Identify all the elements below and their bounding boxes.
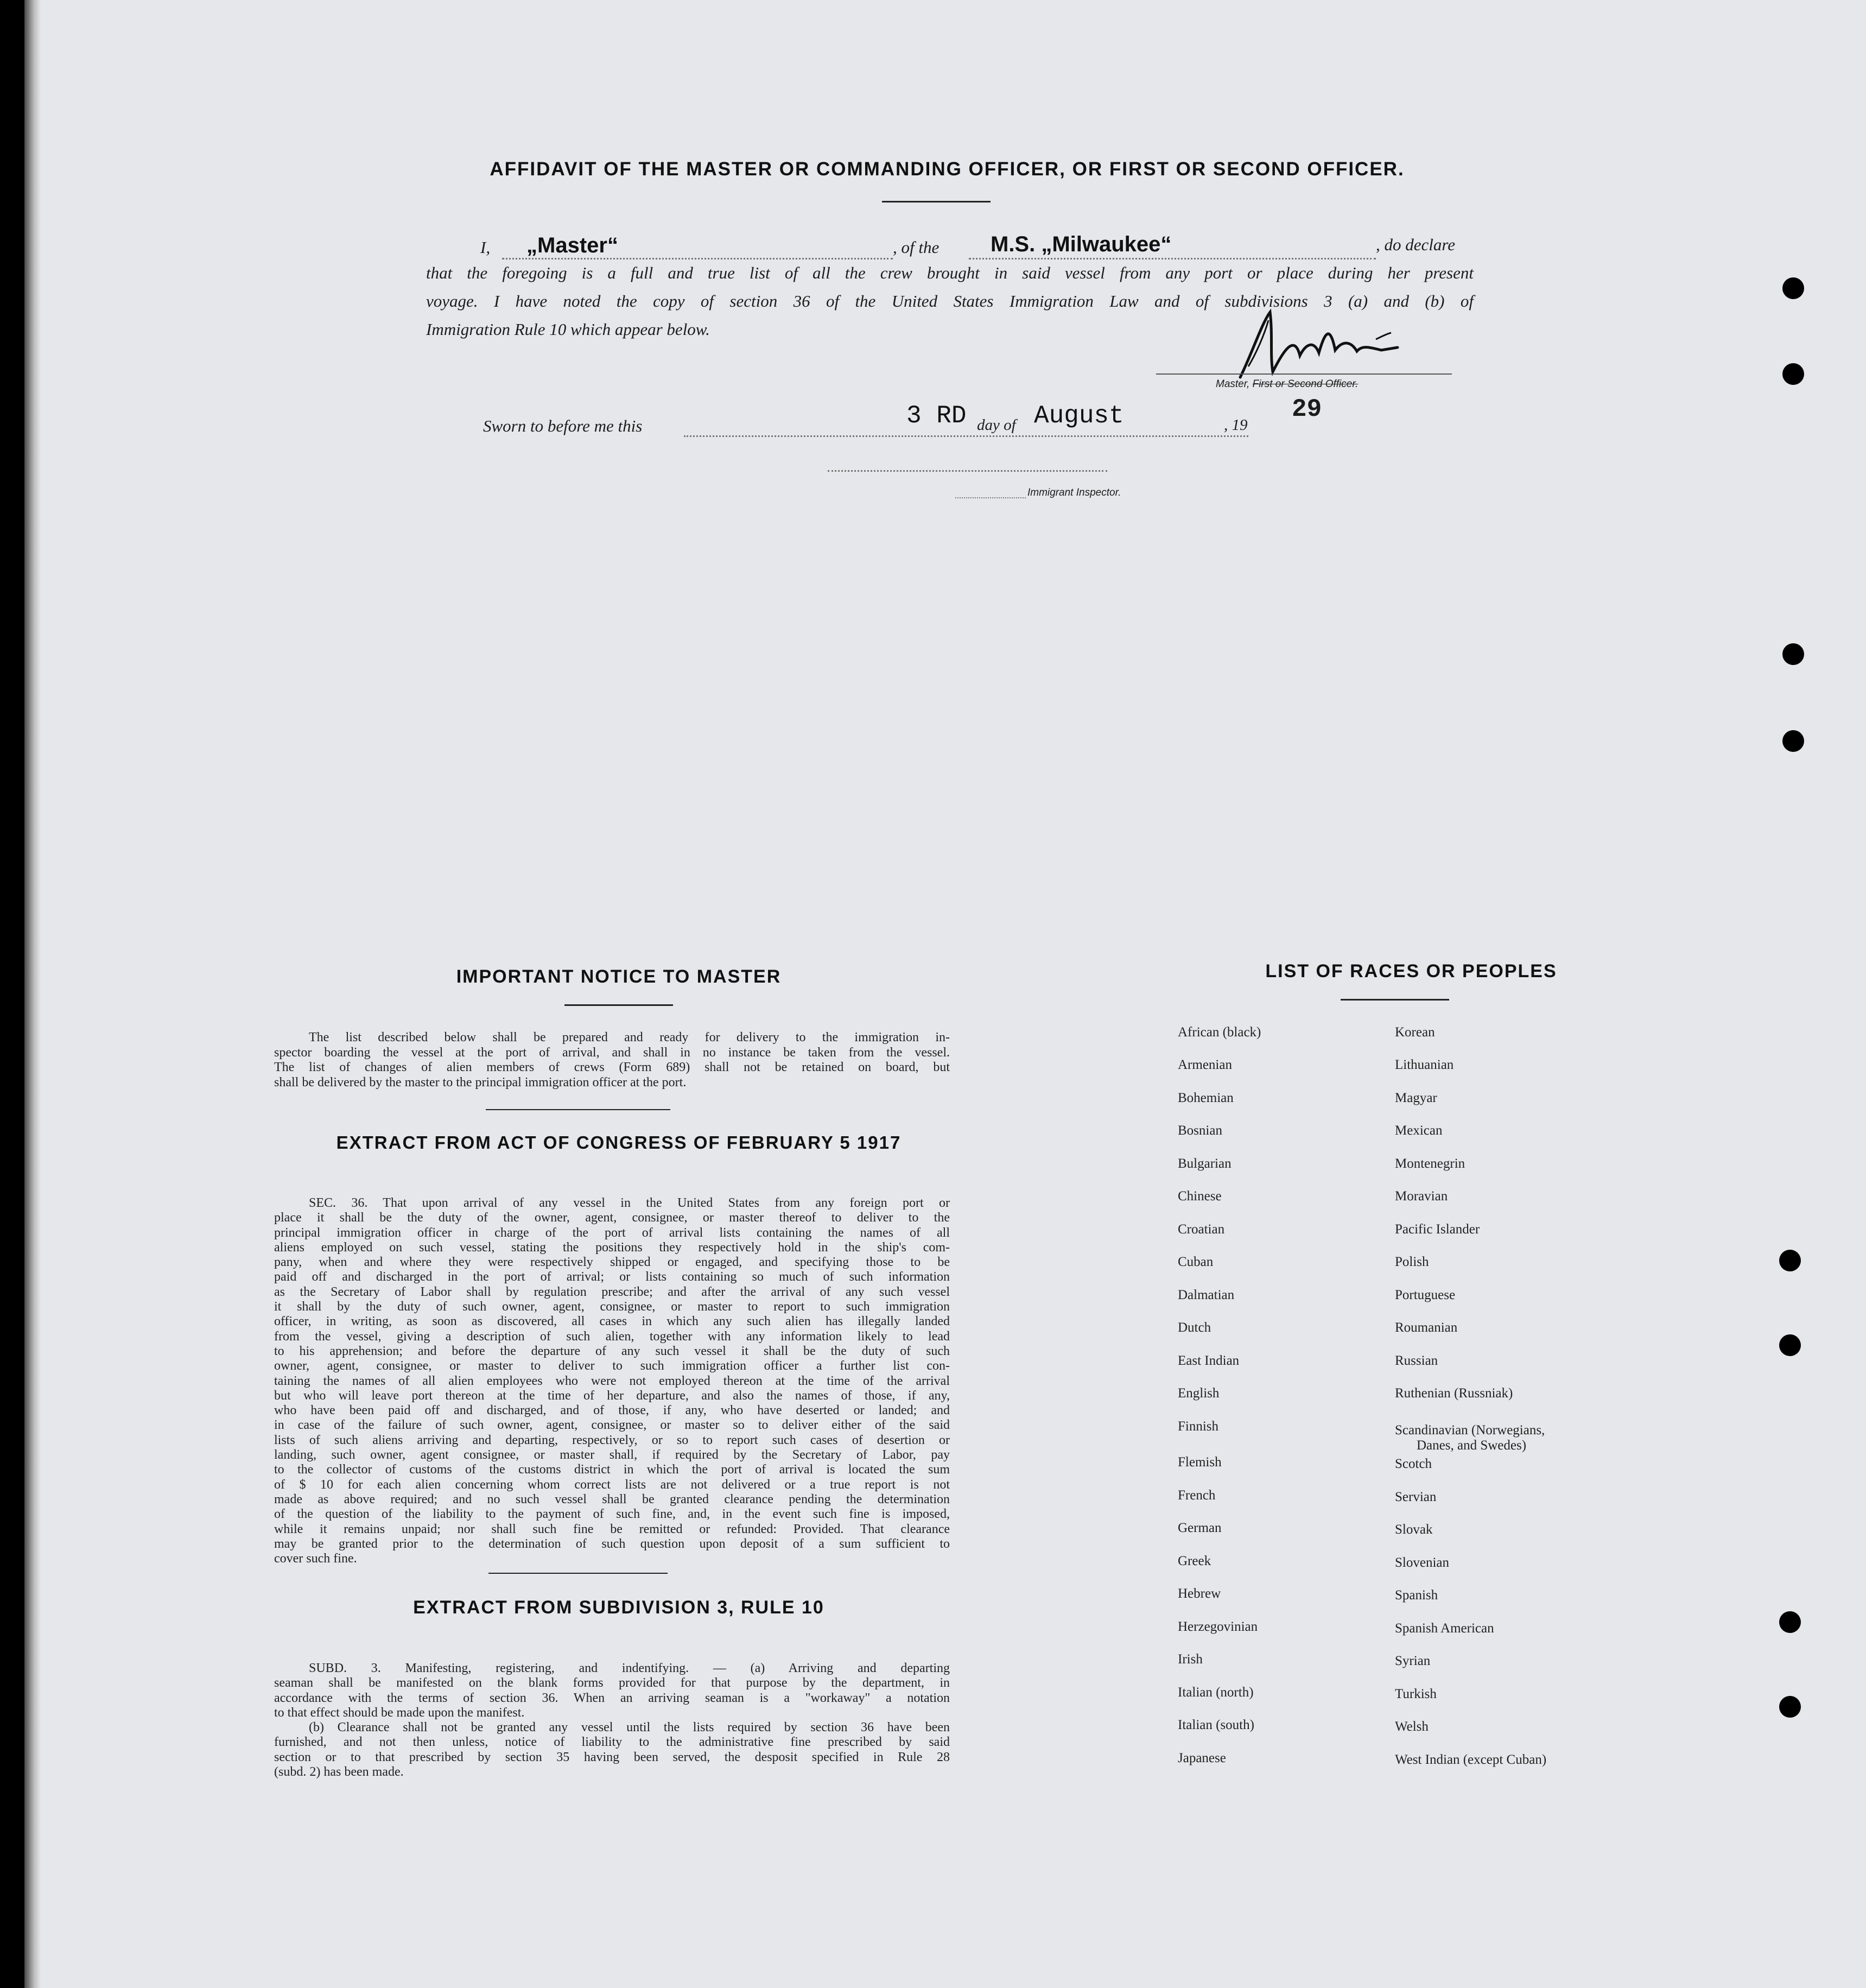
act-extract-text (274, 1196, 950, 1566)
text-line: landing, such owner, agent consignee, or master shall, if required by the Secretary of Labor, pay (274, 1448, 950, 1462)
section-divider (486, 1109, 670, 1110)
race-item: Polish (1395, 1255, 1429, 1269)
dotted-line (502, 258, 893, 259)
day-of-label: day of (977, 416, 1016, 434)
race-item: Syrian (1395, 1654, 1431, 1668)
dotted-line (955, 497, 1026, 498)
race-item: Slovenian (1395, 1555, 1449, 1570)
text-line: may be granted prior to the determination of such question upon deposit of a sum sufficient to (274, 1536, 950, 1551)
race-item: Danes, and Swedes) (1417, 1438, 1527, 1453)
text-line: taining the names of all alien employees who were not employed thereon at the time of the arrival (274, 1373, 950, 1388)
signature-line (1156, 373, 1452, 375)
race-item: Armenian (1178, 1058, 1232, 1072)
race-item: Dutch (1178, 1320, 1211, 1335)
affidavit-title: AFFIDAVIT OF THE MASTER OR COMMANDING OFFICER, OR FIRST OR SECOND OFFICER. (490, 159, 1405, 180)
affidavit-body: that the foregoing is a full and true list of all the crew brought in said vessel from any port or place during her present voyage. I have noted the copy of section 36 of the United States Immigration Law and of subdivisions 3 (a) and (b) of Immigration Rule 10 which appear below. (426, 263, 1474, 339)
race-item: African (black) (1178, 1025, 1261, 1040)
punch-hole (1782, 277, 1804, 299)
race-item: Turkish (1395, 1687, 1437, 1701)
race-item: Herzegovinian (1178, 1619, 1258, 1634)
affidavit-do-declare: , do declare (1376, 235, 1456, 254)
text-line: in case of the failure of such owner, agent, consignee, or master so to deliver either of the said (274, 1418, 950, 1433)
inspector-label: Immigrant Inspector. (1027, 487, 1121, 498)
race-item: German (1178, 1521, 1222, 1535)
race-item: Portuguese (1395, 1288, 1456, 1302)
text-line: made as above required; and no such vessel shall be granted clearance pending the determination (274, 1492, 950, 1506)
race-item: Lithuanian (1395, 1058, 1454, 1072)
race-item: Croatian (1178, 1222, 1225, 1237)
race-item: Pacific Islander (1395, 1222, 1480, 1237)
page-fold-shadow (24, 0, 41, 1988)
section-divider (488, 1573, 668, 1574)
text-line: of the question of the liability to the payment of such fine, and, in the event such fine is imposed, (274, 1507, 950, 1522)
rule-extract-text (274, 1661, 950, 1780)
text-line: The list described below shall be prepared and ready for delivery to the immigration in- (309, 1030, 950, 1044)
punch-hole (1779, 1696, 1801, 1718)
notice-title: IMPORTANT NOTICE TO MASTER (456, 966, 782, 987)
race-item: Japanese (1178, 1751, 1226, 1765)
race-item: Hebrew (1178, 1586, 1221, 1601)
text-line: accordance with the terms of section 36. When an arriving seaman is a "workaway" a notation (274, 1691, 950, 1705)
text-line: owner, agent, consignee, or master to deliver to such immigration officer a further list con- (274, 1359, 950, 1373)
text-line: furnished, and not then unless, notice of liability to the administrative fine prescribed by said (274, 1735, 950, 1750)
inspector-line (828, 470, 1107, 472)
signature-caption: Master, First or Second Officer. (1216, 378, 1359, 390)
race-item: Finnish (1178, 1419, 1219, 1434)
race-item: Bosnian (1178, 1123, 1222, 1138)
race-item: Bulgarian (1178, 1156, 1232, 1171)
punch-hole (1782, 363, 1804, 385)
text-line: spector boarding the vessel at the port of arrival, and shall in no instance be taken from the vessel. (274, 1045, 950, 1060)
race-item: Irish (1178, 1652, 1203, 1667)
text-line: but who will leave port thereon at the time of her departure, and also the names of those, if any, (274, 1388, 950, 1403)
text-line: to the collector of customs of the customs district in which the port of arrival is located the sum (274, 1462, 950, 1477)
race-item: Montenegrin (1395, 1156, 1465, 1171)
sworn-year-value: 29 (1292, 395, 1322, 423)
dotted-line (969, 258, 1376, 259)
text-line: cover such fine. (274, 1552, 357, 1566)
text-line: lists of such aliens arriving and departing, respectively, or so to report such cases of desertion or (274, 1433, 950, 1447)
notice-text (274, 1030, 950, 1090)
text-line: from the vessel, giving a description of such alien, together with any information likely to lead (274, 1329, 950, 1344)
text-line: officer, in writing, as soon as discovered, all cases in which any such alien has illegally landed (274, 1314, 950, 1329)
punch-hole (1779, 1250, 1801, 1271)
race-item: Italian (north) (1178, 1685, 1254, 1700)
race-item: Flemish (1178, 1455, 1222, 1470)
punch-hole (1782, 730, 1804, 752)
punch-hole (1779, 1334, 1801, 1356)
race-item: Chinese (1178, 1189, 1222, 1204)
sworn-text: Sworn to before me this (483, 416, 643, 435)
affidavit-of-the: , of the (893, 238, 940, 257)
text-line: seaman shall be manifested on the blank forms provided for that purpose by the department, in (274, 1676, 950, 1691)
year-prefix: , 19 (1224, 416, 1248, 434)
notice-underline (564, 1004, 673, 1006)
text-line: place it shall be the duty of the owner, agent, consignee, or master thereof to deliver to the (274, 1211, 950, 1225)
race-item: Servian (1395, 1490, 1437, 1504)
text-line: it shall by the duty of such owner, agent, consignee, or master to report to such immigration (274, 1300, 950, 1314)
vessel-name-value: M.S. „Milwaukee“ (991, 232, 1172, 256)
text-line: The list of changes of alien members of crews (Form 689) shall not be retained on board, but (274, 1060, 950, 1074)
race-item: Russian (1395, 1353, 1438, 1368)
text-line: SEC. 36. That upon arrival of any vessel in the United States from any foreign port or (309, 1196, 950, 1210)
race-item: Roumanian (1395, 1320, 1458, 1335)
race-item: Korean (1395, 1025, 1435, 1040)
title-underline (882, 201, 991, 202)
text-line: (b) Clearance shall not be granted any vessel until the lists required by section 36 have been (309, 1720, 950, 1735)
rule-extract-title: EXTRACT FROM SUBDIVISION 3, RULE 10 (413, 1597, 824, 1618)
race-item: Moravian (1395, 1189, 1448, 1204)
text-line: while it remains unpaid; nor shall such fine be remitted or refunded: Provided. That clearance (274, 1522, 950, 1536)
race-item: Scotch (1395, 1457, 1432, 1471)
race-item: Cuban (1178, 1255, 1214, 1269)
affidavit-i: I, (480, 238, 491, 257)
text-line: pany, when and where they were respectively shipped or engaged, and specifying those to be (274, 1255, 950, 1270)
document-sheet (24, 0, 1866, 1988)
race-item: Mexican (1395, 1123, 1443, 1138)
race-item: Scandinavian (Norwegians, (1395, 1423, 1545, 1438)
race-item: Bohemian (1178, 1091, 1234, 1105)
text-line: (subd. 2) has been made. (274, 1765, 404, 1780)
text-line: aliens employed on such vessel, stating the positions they respectively hold in the ship's com- (274, 1240, 950, 1255)
race-item: West Indian (except Cuban) (1395, 1752, 1547, 1767)
race-item: English (1178, 1386, 1220, 1401)
race-item: Dalmatian (1178, 1288, 1235, 1302)
text-line: as the Secretary of Labor shall by regulation prescribe; and after the arrival of any such vessel (274, 1284, 950, 1299)
sworn-month-value: August (1034, 402, 1124, 430)
officer-rank-value: „Master“ (526, 233, 618, 257)
act-extract-title: EXTRACT FROM ACT OF CONGRESS OF FEBRUARY 5 1917 (336, 1132, 902, 1153)
text-line: paid off and discharged in the port of arrival; or lists containing so much of such information (274, 1270, 950, 1284)
race-item: French (1178, 1488, 1216, 1503)
text-line: SUBD. 3. Manifesting, registering, and indentifying. — (a) Arriving and departing (309, 1661, 950, 1675)
race-item: Greek (1178, 1554, 1211, 1568)
master-signature (1218, 301, 1446, 388)
race-item: East Indian (1178, 1353, 1240, 1368)
dotted-line (684, 435, 1248, 437)
text-line: who have been paid off and discharged, and of those, if any, who have deserted or landed; and (274, 1403, 950, 1418)
race-item: Spanish (1395, 1588, 1438, 1603)
race-item: Ruthenian (Russniak) (1395, 1386, 1513, 1401)
race-item: Welsh (1395, 1719, 1429, 1734)
text-line: shall be delivered by the master to the principal immigration officer at the port. (274, 1075, 687, 1090)
punch-hole (1782, 643, 1804, 665)
races-underline (1341, 999, 1449, 1001)
punch-hole (1779, 1611, 1801, 1633)
race-item: Magyar (1395, 1091, 1437, 1105)
sworn-day-value: 3 RD (906, 402, 967, 430)
text-line: principal immigration officer in charge of the port of arrival lists containing the names of all (274, 1225, 950, 1240)
text-line: of $ 10 for each alien concerning whom correct lists are not delivered or a true report is not (274, 1477, 950, 1492)
text-line: to his apprehension; and before the departure of any such vessel it shall be the duty of such (274, 1344, 950, 1358)
race-item: Spanish American (1395, 1621, 1494, 1636)
race-item: Slovak (1395, 1522, 1433, 1537)
race-item: Italian (south) (1178, 1718, 1254, 1732)
text-line: to that effect should be made upon the manifest. (274, 1705, 525, 1720)
text-line: section or to that prescribed by section 35 having been served, the desposit specified in Rule 28 (274, 1750, 950, 1764)
races-title: LIST OF RACES OR PEOPLES (1265, 961, 1557, 982)
